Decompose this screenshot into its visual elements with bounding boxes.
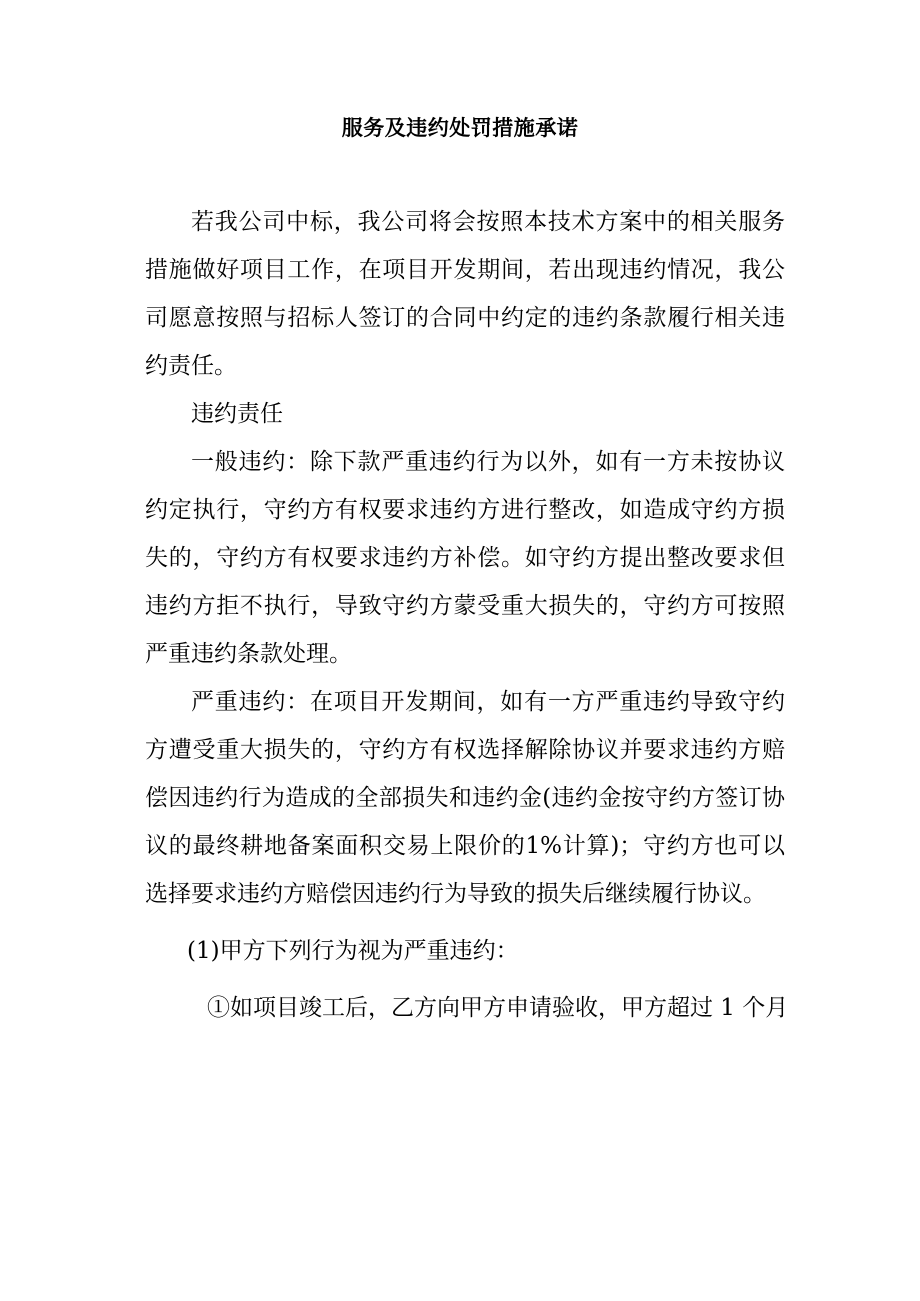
list-item-party-a-breach: (1)甲方下列行为视为严重违约： [187, 938, 519, 964]
document-body [145, 198, 789, 1032]
paragraph-general-breach: 一般违约：除下款严重违约行为以外，如有一方未按协议约定执行，守约方有权要求违约方进行整改，如造成守约方损失的，守约方有权要求违约方补偿。如守约方提出整改要求但违约方拒不执行，导致守约方蒙受重大损失的，守约方可按照严重违约条款处理。 [145, 449, 785, 667]
heading-liability: 违约责任 [191, 401, 283, 427]
page-title: 服务及违约处罚措施承诺 [341, 115, 579, 140]
paragraph-serious-breach: 严重违约：在项目开发期间，如有一方严重违约导致守约方遭受重大损失的，守约方有权选择解除协议并要求违约方赔偿因违约行为造成的全部损失和违约金(违约金按守约方签订协议的最终耕地备案面积交易上限价的1%计算)；守约方也可以选择要求违约方赔偿因违约行为导致的损失后继续履行协议。 [145, 689, 785, 907]
list-subitem-acceptance: ①如项目竣工后，乙方向甲方申请验收，甲方超过 1 个月 [207, 995, 789, 1021]
paragraph-commitment: 若我公司中标，我公司将会按照本技术方案中的相关服务措施做好项目工作，在项目开发期间，若出现违约情况，我公司愿意按照与招标人签订的合同中约定的违约条款履行相关违约责任。 [145, 209, 785, 379]
